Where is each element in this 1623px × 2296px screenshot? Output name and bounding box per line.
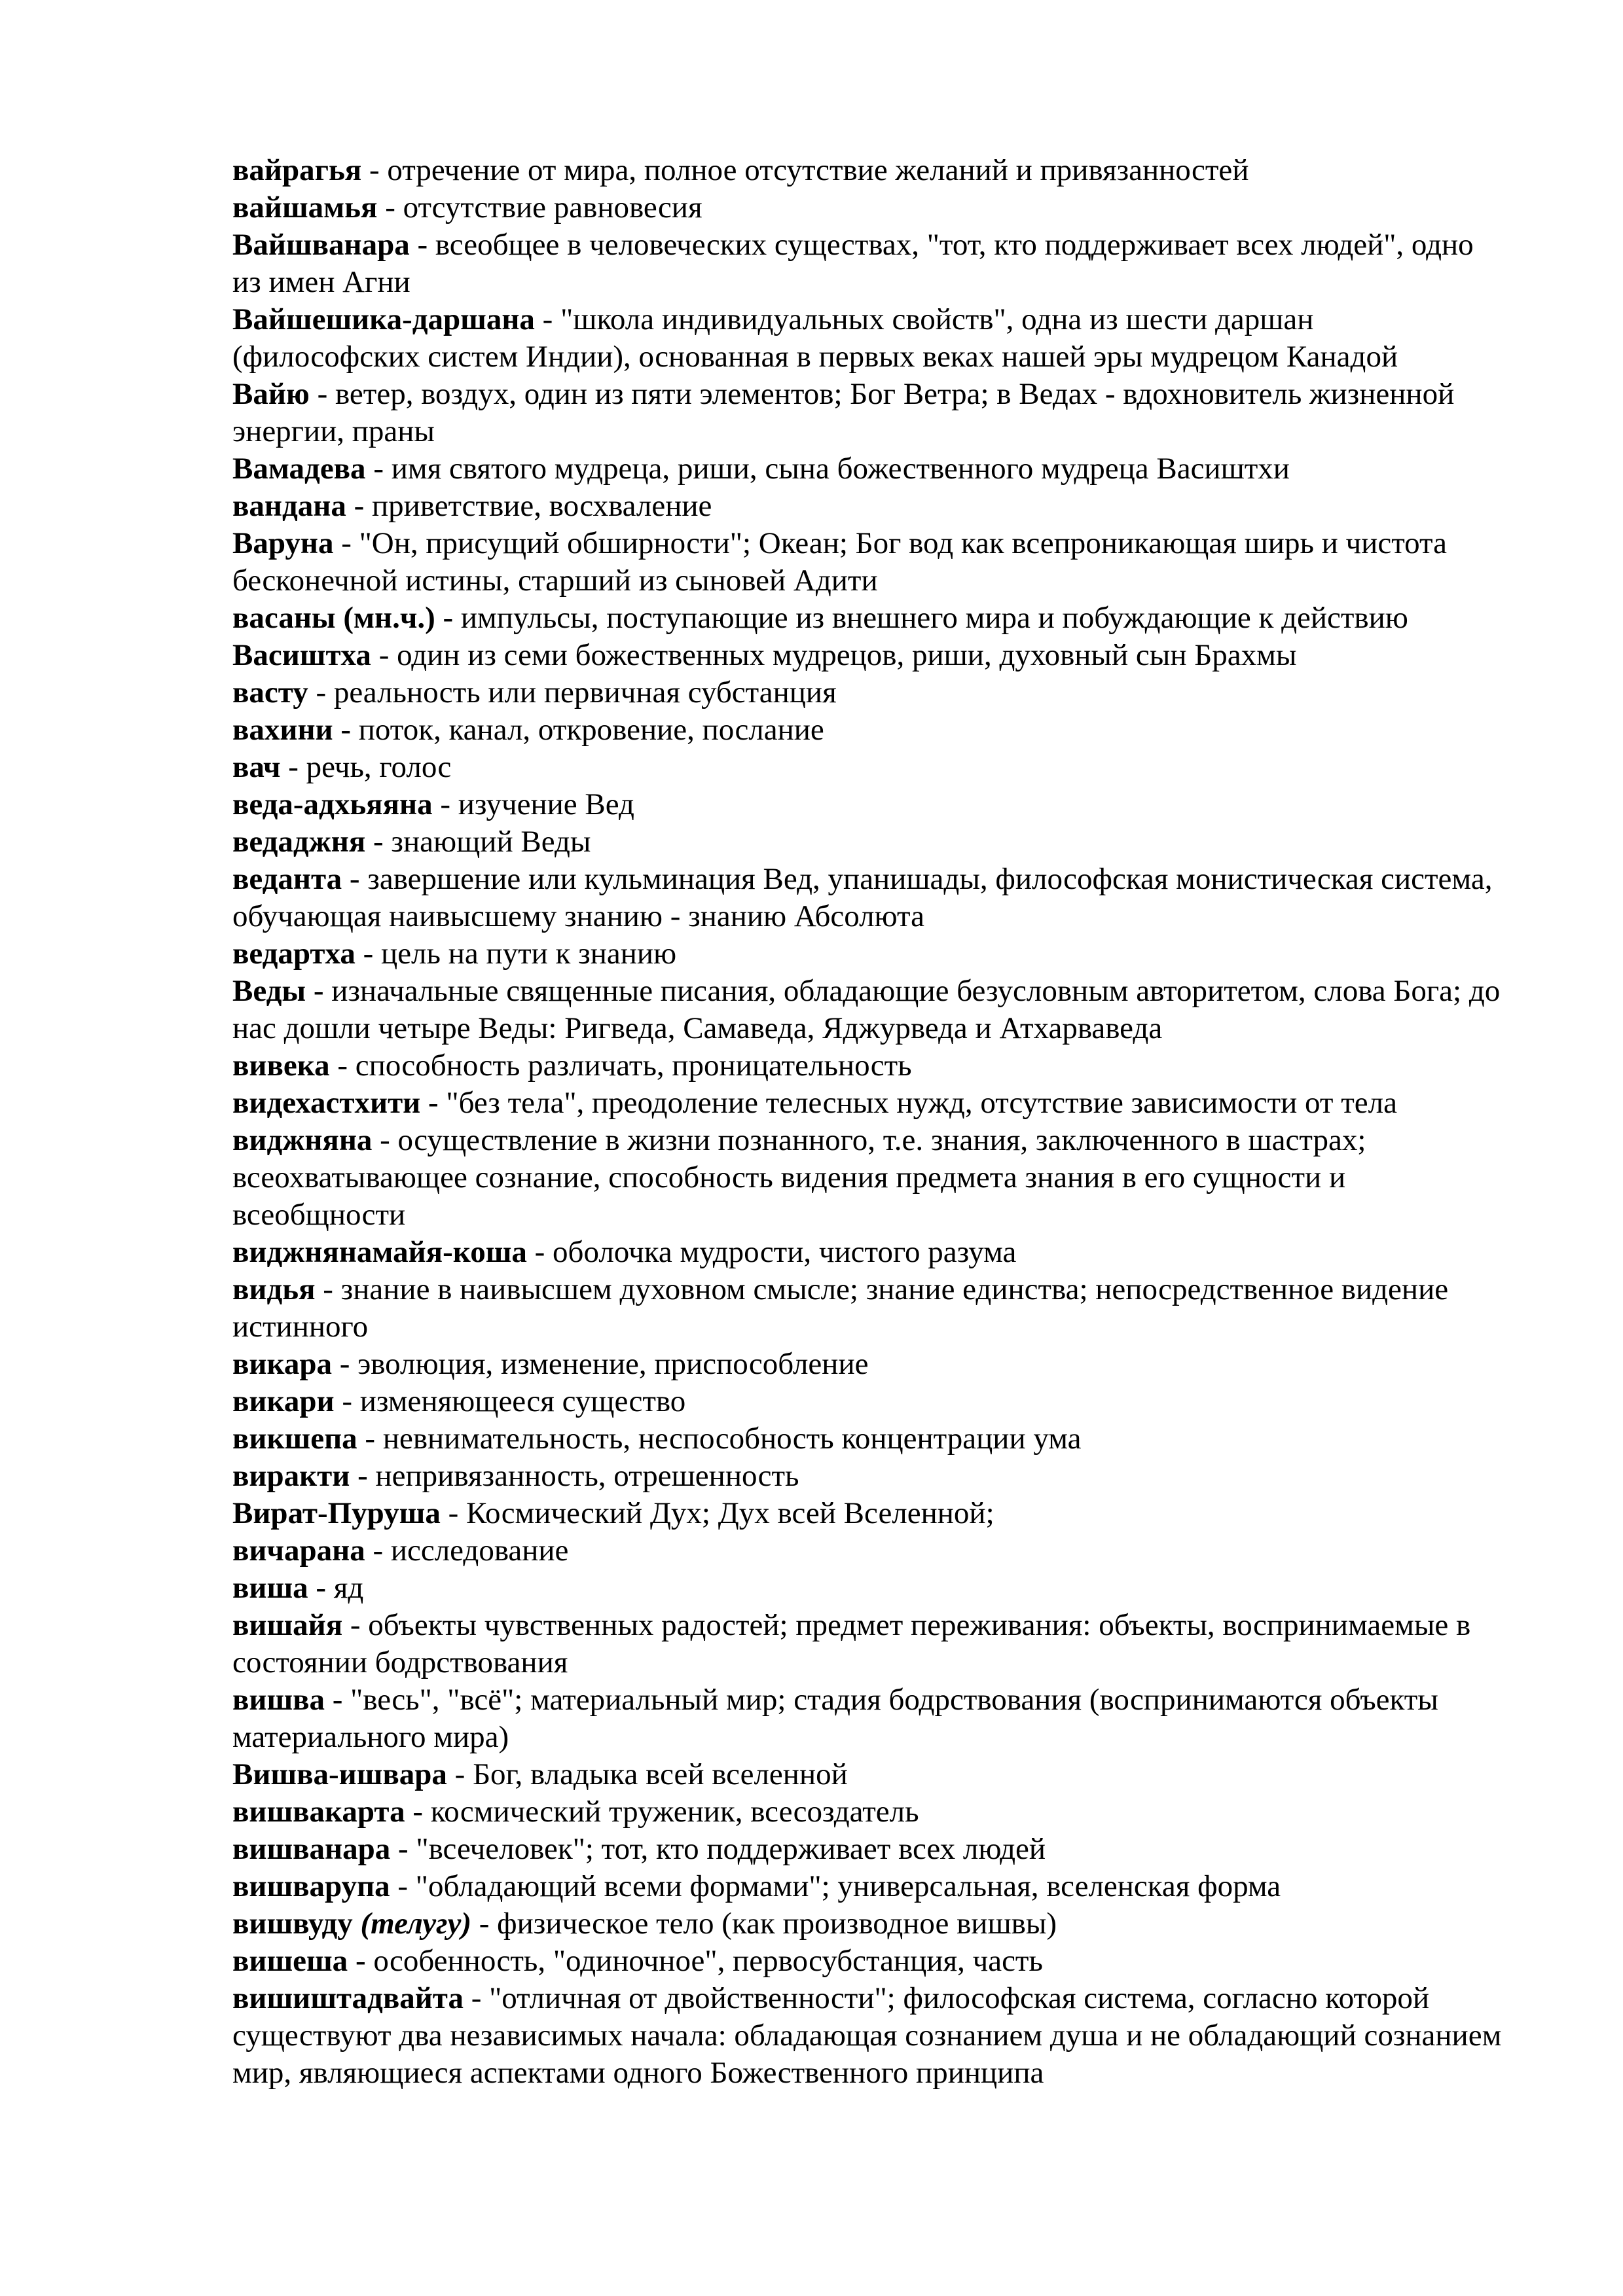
entry-term: вичарана <box>232 1534 365 1568</box>
entry-vijnyana <box>232 1122 1503 1234</box>
entry-term: Варуна <box>232 526 334 560</box>
entry-vikshepa <box>232 1420 1503 1458</box>
entry-term: Васиштха <box>232 638 371 672</box>
entry-definition: - "весь", "всё"; материальный мир; стадия бодрствования (воспринимаются объекты материального мира) <box>232 1683 1438 1754</box>
entry-term: виджнянамайя-коша <box>232 1235 527 1269</box>
entry-term: вахини <box>232 713 333 747</box>
entry-definition: - приветствие, восхваление <box>346 489 712 523</box>
entry-term: вач <box>232 750 281 784</box>
entry-vedartha <box>232 935 1503 973</box>
entry-term: вайрагья <box>232 153 362 187</box>
entry-definition: - завершение или кульминация Вед, упанишады, философская монистическая система, обучающая наивысшему знанию - знанию Абсолюта <box>232 862 1493 933</box>
entry-definition: - невнимательность, неспособность концентрации ума <box>357 1422 1082 1456</box>
entry-definition: - Бог, владыка всей вселенной <box>447 1757 848 1791</box>
entry-definition: - один из семи божественных мудрецов, риши, духовный сын Брахмы <box>371 638 1297 672</box>
entry-vikara <box>232 1346 1503 1383</box>
entry-term: вишвакарта <box>232 1795 405 1829</box>
entry-definition: - объекты чувственных радостей; предмет переживания: объекты, воспринимаемые в состоянии бодрствования <box>232 1608 1471 1679</box>
entry-term: виракти <box>232 1459 350 1493</box>
entry-definition: - изначальные священные писания, обладающие безусловным авторитетом, слова Бога; до нас дошли четыре Веды: Ригведа, Самаведа, Яджурведа и Атхарваведа <box>232 974 1501 1045</box>
entry-term: вишварупа <box>232 1869 390 1903</box>
entry-vahini <box>232 711 1503 749</box>
entry-definition: - "обладающий всеми формами"; универсальная, вселенская форма <box>390 1869 1281 1903</box>
entry-definition: - непривязанность, отрешенность <box>350 1459 799 1493</box>
entry-definition: - импульсы, поступающие из внешнего мира и побуждающие к действию <box>435 601 1408 635</box>
entry-definition: - Космический Дух; Дух всей Вселенной; <box>440 1496 994 1530</box>
entry-videhasthiti <box>232 1085 1503 1122</box>
entry-definition: - "отличная от двойственности"; философская система, согласно которой существуют два независимых начала: обладающая сознанием душа и не обладающий сознанием мир, являющиеся аспектами одного Божественного принципа <box>232 1981 1502 2090</box>
entry-term: Веды <box>232 974 306 1008</box>
entry-term: Вамадева <box>232 452 366 486</box>
entry-definition: - знание в наивысшем духовном смысле; знание единства; непосредственное видение истинного <box>232 1272 1449 1344</box>
entry-vishishtadvaita <box>232 1980 1503 2092</box>
entry-definition: - реальность или первичная субстанция <box>308 675 837 709</box>
entry-viveka <box>232 1047 1503 1085</box>
entry-term: вивека <box>232 1049 330 1083</box>
entry-definition: - осуществление в жизни познанного, т.е. знания, заключенного в шастрах; всеохватывающее сознание, способность видения предмета знания в его сущности и всеобщности <box>232 1123 1366 1232</box>
entry-term: викшепа <box>232 1422 357 1456</box>
entry-language-note: (телугу) <box>360 1907 471 1941</box>
entry-vandana <box>232 488 1503 525</box>
entry-definition: - "школа индивидуальных свойств", одна из шести даршан (философских систем Индии), основанная в первых веках нашей эры мудрецом Канадой <box>232 302 1398 374</box>
entry-definition: - физическое тело (как производное вишвы) <box>471 1907 1057 1941</box>
entry-term: вайшамья <box>232 190 378 224</box>
entry-term: видья <box>232 1272 316 1306</box>
entry-term: ведартха <box>232 937 356 971</box>
entry-term: вишванара <box>232 1832 391 1866</box>
entry-vedy <box>232 973 1503 1047</box>
entry-definition: - ветер, воздух, один из пяти элементов; Бог Ветра; в Ведах - вдохновитель жизненной энергии, праны <box>232 377 1455 448</box>
entry-definition: - космический труженик, всесоздатель <box>405 1795 919 1829</box>
entry-term: виша <box>232 1571 308 1605</box>
entry-term: веда-адхьяяна <box>232 787 433 821</box>
entry-term: Вайшешика-даршана <box>232 302 535 336</box>
entry-vijnyanamaya-kosha <box>232 1234 1503 1271</box>
entry-term: Вишва-ишвара <box>232 1757 447 1791</box>
entry-term: викари <box>232 1384 335 1418</box>
entry-virat-purusha <box>232 1495 1503 1532</box>
entry-definition: - отречение от мира, полное отсутствие желаний и привязанностей <box>361 153 1249 187</box>
entry-varuna <box>232 525 1503 600</box>
entry-term: веданта <box>232 862 342 896</box>
entry-veda-adhyayana <box>232 786 1503 823</box>
entry-definition: - речь, голос <box>280 750 452 784</box>
entry-vishesha <box>232 1943 1503 1980</box>
entry-vairagya <box>232 152 1503 189</box>
entry-vaishvanara <box>232 226 1503 301</box>
entry-vishvarupa <box>232 1868 1503 1905</box>
entry-vastu <box>232 674 1503 711</box>
entry-term: васту <box>232 675 308 709</box>
entry-definition: - имя святого мудреца, риши, сына божественного мудреца Васиштхи <box>365 452 1290 486</box>
entry-definition: - оболочка мудрости, чистого разума <box>526 1235 1017 1269</box>
entry-vaisheshika-darshana <box>232 301 1503 376</box>
entry-term: вишайя <box>232 1608 343 1642</box>
entry-term: видехастхити <box>232 1086 421 1120</box>
entry-definition: - цель на пути к знанию <box>355 937 677 971</box>
entry-term: Вайшванара <box>232 228 410 262</box>
entry-term: вишиштадвайта <box>232 1981 464 2015</box>
entry-term: васаны (мн.ч.) <box>232 601 435 635</box>
entry-definition: - изменяющееся существо <box>334 1384 686 1418</box>
entry-definition: - исследование <box>365 1534 569 1568</box>
entry-term: вишеша <box>232 1944 348 1978</box>
entry-definition: - знающий Веды <box>365 825 591 859</box>
entry-term: вишва <box>232 1683 325 1717</box>
entry-vishaya <box>232 1607 1503 1681</box>
entry-definition: - "Он, присущий обширности"; Океан; Бог вод как всепроникающая ширь и чистота бесконечной истины, старший из сыновей Адити <box>232 526 1447 598</box>
entry-definition: - изучение Вед <box>432 787 634 821</box>
entry-vishvudu <box>232 1905 1503 1943</box>
entry-definition: - поток, канал, откровение, послание <box>333 713 824 747</box>
glossary-page <box>232 152 1503 2092</box>
entry-definition: - яд <box>308 1571 364 1605</box>
entry-vishva <box>232 1681 1503 1756</box>
entry-definition: - "без тела", преодоление телесных нужд, отсутствие зависимости от тела <box>420 1086 1397 1120</box>
entry-vaishamya <box>232 189 1503 226</box>
entry-vamadeva <box>232 450 1503 488</box>
entry-visha <box>232 1570 1503 1607</box>
entry-definition: - особенность, "одиночное", первосубстанция, часть <box>348 1944 1043 1978</box>
entry-term: вандана <box>232 489 346 523</box>
entry-virakti <box>232 1458 1503 1495</box>
entry-definition: - отсутствие равновесия <box>377 190 702 224</box>
entry-definition: - способность различать, проницательность <box>329 1049 912 1083</box>
entry-definition: - эволюция, изменение, приспособление <box>331 1347 869 1381</box>
entry-vikari <box>232 1383 1503 1420</box>
entry-vedanta <box>232 861 1503 935</box>
entry-vishvakarta <box>232 1793 1503 1831</box>
entry-definition: - "всечеловек"; тот, кто поддерживает всех людей <box>390 1832 1046 1866</box>
entry-term: ведаджня <box>232 825 366 859</box>
entry-vishva-ishvara <box>232 1756 1503 1793</box>
entry-term: виджняна <box>232 1123 373 1157</box>
entry-vasany <box>232 600 1503 637</box>
entry-term: Вират-Пуруша <box>232 1496 441 1530</box>
entry-term: викара <box>232 1347 332 1381</box>
entry-term: вишвуду <box>232 1907 353 1941</box>
entry-vasishtha <box>232 637 1503 674</box>
entry-vach <box>232 749 1503 786</box>
entry-vedajnya <box>232 823 1503 861</box>
entry-vidya <box>232 1271 1503 1346</box>
entry-vayu <box>232 376 1503 450</box>
entry-vishvanara <box>232 1831 1503 1868</box>
entry-term: Вайю <box>232 377 310 411</box>
entry-vicharana <box>232 1532 1503 1570</box>
entry-definition: - всеобщее в человеческих существах, "тот, кто поддерживает всех людей", одно из имен Агни <box>232 228 1474 299</box>
